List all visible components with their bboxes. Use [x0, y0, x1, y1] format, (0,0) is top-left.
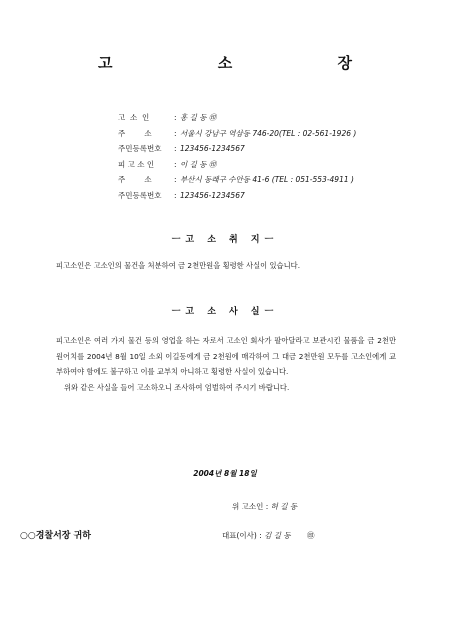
document-date: 2004년 8월 18일 — [193, 469, 257, 478]
signer-label: 대표(이사) : — [222, 531, 262, 540]
facts-text: 피고소인은 여러 가지 물건 등의 영업을 하는 자로서 고소인 회사가 팔아달라고 보관시킨 물품을 금 2천만원어치를 2004년 8월 10일 소외 이길동에게 금 2천원에 매각하여 그 대금 2천만원 모두를 고소인에게 교부하여야 함에도 불구하고 이를 교부치 아니하고 횡령한 사실이 있습니다. — [56, 336, 396, 376]
facts-closing: 위와 같은 사실을 들어 고소하오니 조사하여 엄벌하여 주시기 바랍니다. — [64, 382, 290, 392]
party-row-complainant-id: 주민등록번호 : 123456-1234567 — [118, 141, 356, 157]
signer-label: 위 고소인 : — [232, 502, 269, 511]
party-info — [118, 110, 356, 204]
party-row-defendant-address: 주 소 : 부산시 동래구 수안동 41-6 (TEL : 051-553-4911 ) — [118, 172, 356, 188]
party-value: 서울시 강남구 역삼동 746-20(TEL : 02-561-1926 ) — [180, 128, 357, 138]
document-title: 고 소 장 — [98, 54, 402, 72]
party-label: 주민등록번호 — [118, 190, 162, 200]
facts-body — [56, 333, 396, 395]
party-label: 고 소 인 — [118, 113, 150, 122]
party-label: 피 고 소 인 — [118, 159, 155, 169]
party-row-defendant-id: 주민등록번호 : 123456-1234567 — [118, 188, 356, 204]
party-label: 주 소 — [118, 128, 152, 138]
seal-mark: ㊞ — [307, 531, 315, 540]
signer-representative — [222, 530, 315, 541]
party-label: 주 소 — [118, 175, 152, 185]
party-value: 홍 길 동 ㊞ — [180, 113, 217, 122]
signer-name: 허 길 동 — [270, 502, 298, 511]
purpose-text: 피고소인은 고소인의 물건을 처분하여 금 2천만원을 횡령한 사실이 있습니다. — [56, 261, 301, 270]
facts-heading: ㅡ고 소 사 실ㅡ — [171, 307, 279, 317]
party-row-complainant: 고 소 인 : 홍 길 동 ㊞ — [118, 110, 356, 126]
party-label: 주민등록번호 — [118, 144, 162, 154]
signer-complainant — [232, 501, 297, 512]
purpose-heading: ㅡ고 소 취 지ㅡ — [171, 235, 279, 245]
party-value: 123456-1234567 — [180, 144, 245, 154]
party-row-complainant-address: 주 소 : 서울시 강남구 역삼동 746-20(TEL : 02-561-1926 ) — [118, 126, 356, 142]
signer-name: 김 길 동 — [264, 531, 291, 540]
party-value: 부산시 동래구 수안동 41-6 (TEL : 051-553-4911 ) — [180, 175, 354, 185]
party-row-defendant: 피 고 소 인 : 이 길 동 ㊞ — [118, 157, 356, 173]
party-value: 123456-1234567 — [180, 190, 245, 200]
party-value: 이 길 동 ㊞ — [180, 159, 217, 169]
recipient: ○○경찰서장 귀하 — [20, 531, 92, 541]
